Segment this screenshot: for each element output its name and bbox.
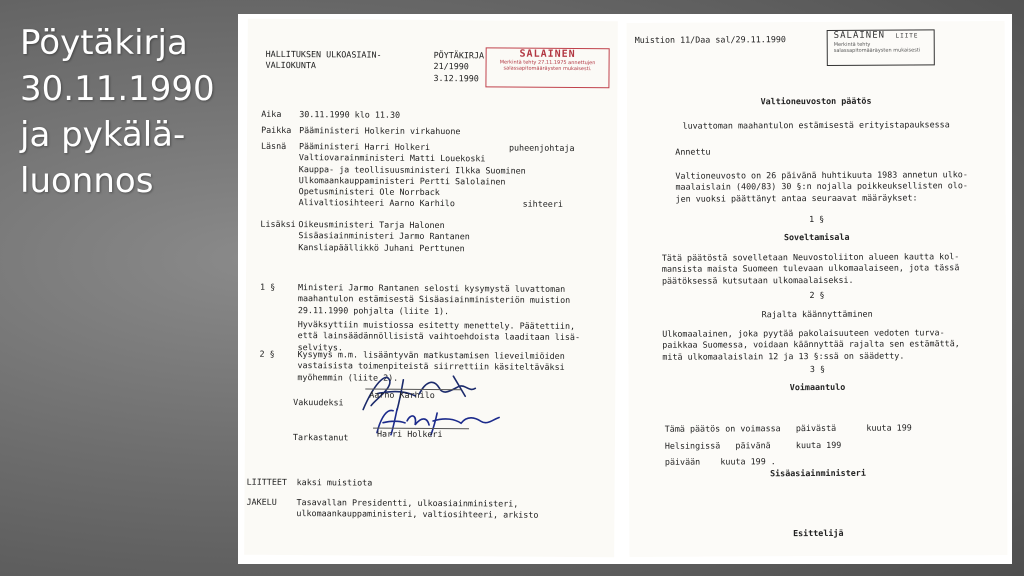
tarkastanut-label: Tarkastanut — [292, 432, 349, 443]
attendee-list — [299, 141, 526, 210]
attendee: Alivaltiosihteeri Aarno Karhilo — [298, 197, 455, 209]
stamp-text: Merkintä tehty 27.11.1975 annettujen — [499, 59, 596, 67]
section-1-text — [298, 282, 571, 318]
text-line: Ulkomaalainen, joka pyytää pakolaisuuteen vedoten turva- — [662, 327, 945, 339]
doc-date: 3.12.1990 — [433, 72, 479, 83]
stamp-liite: LIITE — [895, 32, 919, 40]
liitteet-label: LIITTEET — [246, 476, 288, 487]
vakuudeksi-label: Vakuudeksi — [293, 397, 344, 408]
row-label: Aika — [261, 108, 282, 119]
attendee: Ulkomaankauppaministeri Pertti Salolainen — [298, 174, 506, 187]
attendee: Opetusministeri Ole Norrback — [298, 186, 440, 198]
slide-caption — [20, 20, 235, 204]
section-label: 1 § — [259, 281, 276, 292]
presenter-signature: Esittelijä — [793, 527, 844, 539]
doc-header — [433, 50, 484, 84]
row-value: Pääministeri Holkerin virkahuone — [299, 125, 461, 137]
section-number: 1 § — [809, 213, 825, 225]
tarkastanut-name: Harri Holkeri — [376, 428, 443, 440]
ministry-signature: Sisäasiainministeri — [770, 467, 866, 479]
section-number: 3 § — [809, 363, 826, 375]
section-2-text — [662, 327, 960, 362]
jakelu-text — [296, 497, 538, 521]
text-line: 29.11.1990 pohjalta (liite 1). — [297, 304, 450, 316]
stamp-title: SALAINEN — [519, 48, 576, 61]
vakuudeksi-name: Aarno Karhilo — [369, 389, 435, 401]
text-line: maahantulon estämisestä Sisäasiainministeriön muistion — [297, 293, 571, 306]
text-line: mitä ulkomaalaislain 12 ja 13 §:ssä on säädetty. — [662, 350, 905, 362]
jakelu-label: JAKELU — [246, 496, 277, 507]
stamp-text: Merkintä tehty — [833, 42, 871, 49]
text-line: Kysymys m.m. lisääntyvän matkustamisen lieveilmiöiden — [297, 349, 565, 361]
role-chair: puheenjohtaja — [508, 142, 575, 153]
section-title: Soveltamisala — [783, 231, 850, 243]
text-line: ulkomaankauppaministeri, valtiosihteeri, arkisto — [296, 508, 539, 521]
text-line: päivään kuuta 199 . — [664, 456, 776, 468]
text-line: paikkaa Suomessa, voidaan käännyttää rajalta sen estämättä, — [662, 338, 960, 351]
section-label: 2 § — [259, 348, 275, 359]
text-line: mansista maista Suomeen tulevaan ulkomaalaiseen, jota tässä — [661, 262, 960, 275]
memo-header: Muistion 11/Daa sal/29.11.1990 — [634, 34, 786, 45]
stamp-text: salassapitomääräysten mukaisesti — [833, 47, 921, 55]
extra-attendees — [298, 219, 470, 254]
text-line: Ministeri Jarmo Rantanen selosti kysymystä luvattoman — [297, 282, 566, 294]
attendee: Pääministeri Harri Holkeri — [298, 141, 431, 152]
doc-type: PÖYTÄKIRJA — [433, 50, 485, 61]
row-label: Paikka — [261, 124, 292, 136]
text-line: selvitys. — [297, 341, 344, 352]
text-line: Valtioneuvosto on 26 päivänä huhtikuuta 1983 annetun ulko- — [675, 169, 968, 181]
text-line: Tätä päätöstä sovelletaan Neuvostoliiton alueen kautta kol- — [661, 251, 960, 263]
text-line: myöhemmin (liite 2). — [297, 371, 399, 383]
stamp-title: SALAINEN — [833, 30, 886, 41]
text-line: maalaislain (400/83) 30 §:n nojalla poikkeuksellisten olo- — [675, 180, 968, 193]
text-line: vastaisista toimenpiteistä siirrettiin käsiteltäväksi — [297, 360, 565, 373]
draft-decision-document — [627, 21, 1008, 557]
stamp-title-row — [828, 30, 934, 42]
section-1-text — [662, 251, 960, 286]
section-title: Rajalta käännyttäminen — [761, 308, 873, 320]
place-date-line: Helsingissä päivänä kuuta 199 — [664, 439, 842, 451]
caption-line: ja pykälä- — [20, 115, 186, 155]
attendee: Sisäasiainministeri Jarmo Rantanen — [298, 230, 470, 242]
text-line: Hyväksyttiin muistiossa esitetty menettely. Päätettiin, — [297, 319, 576, 332]
text-line: että lainsäädännöllisistä vaihtoehdoista laaditaan lisä- — [297, 330, 581, 343]
liitteet-text: kaksi muistiota — [296, 477, 373, 488]
attendee: Oikeusministeri Tarja Halonen — [298, 219, 445, 231]
decision-subtitle: luvattoman maahantulon estämisestä erityistapauksessa — [682, 119, 950, 131]
row-value: 30.11.1990 klo 11.30 — [299, 109, 401, 120]
text-line: Tämä päätös on voimassa päivästä kuuta 199 — [664, 422, 912, 434]
row-label: Lisäksi — [260, 218, 296, 230]
decision-title: Valtioneuvoston päätös — [760, 95, 872, 107]
org-header — [266, 49, 382, 72]
caption-line: 30.11.1990 — [20, 69, 215, 109]
caption-line: Pöytäkirja — [20, 23, 188, 63]
text-line: Tasavallan Presidentti, ulkoasiainministeri, — [296, 497, 519, 509]
text-line: jen vuoksi päättänyt antaa seuraavat määräykset: — [675, 192, 918, 204]
intro-text — [675, 169, 968, 204]
attendee: Kauppa- ja teollisuusministeri Ilkka Suominen — [298, 163, 526, 176]
minutes-document — [244, 19, 618, 558]
caption-line: luonnos — [20, 161, 154, 201]
text-line: päätöksessä kutsutaan ulkomaalaiseksi. — [661, 274, 854, 286]
annettu: Annettu — [675, 146, 711, 157]
section-number: 2 § — [809, 289, 825, 301]
secret-stamp — [827, 29, 935, 66]
doc-number: 21/1990 — [433, 61, 469, 72]
section-title: Voimaantulo — [789, 381, 846, 393]
attendee: Valtiovarainministeri Matti Louekoski — [298, 152, 486, 164]
org-line: HALLITUKSEN ULKOASIAIN- — [265, 48, 382, 60]
role-secretary: sihteeri — [522, 198, 563, 209]
row-label: Läsnä — [260, 140, 287, 151]
stamp-text: salassapitomääräysten mukaisesti. — [503, 65, 592, 73]
attendee: Kansliapäällikkö Juhani Perttunen — [298, 241, 465, 253]
org-line: VALIOKUNTA — [265, 60, 317, 71]
secret-stamp — [485, 47, 609, 88]
